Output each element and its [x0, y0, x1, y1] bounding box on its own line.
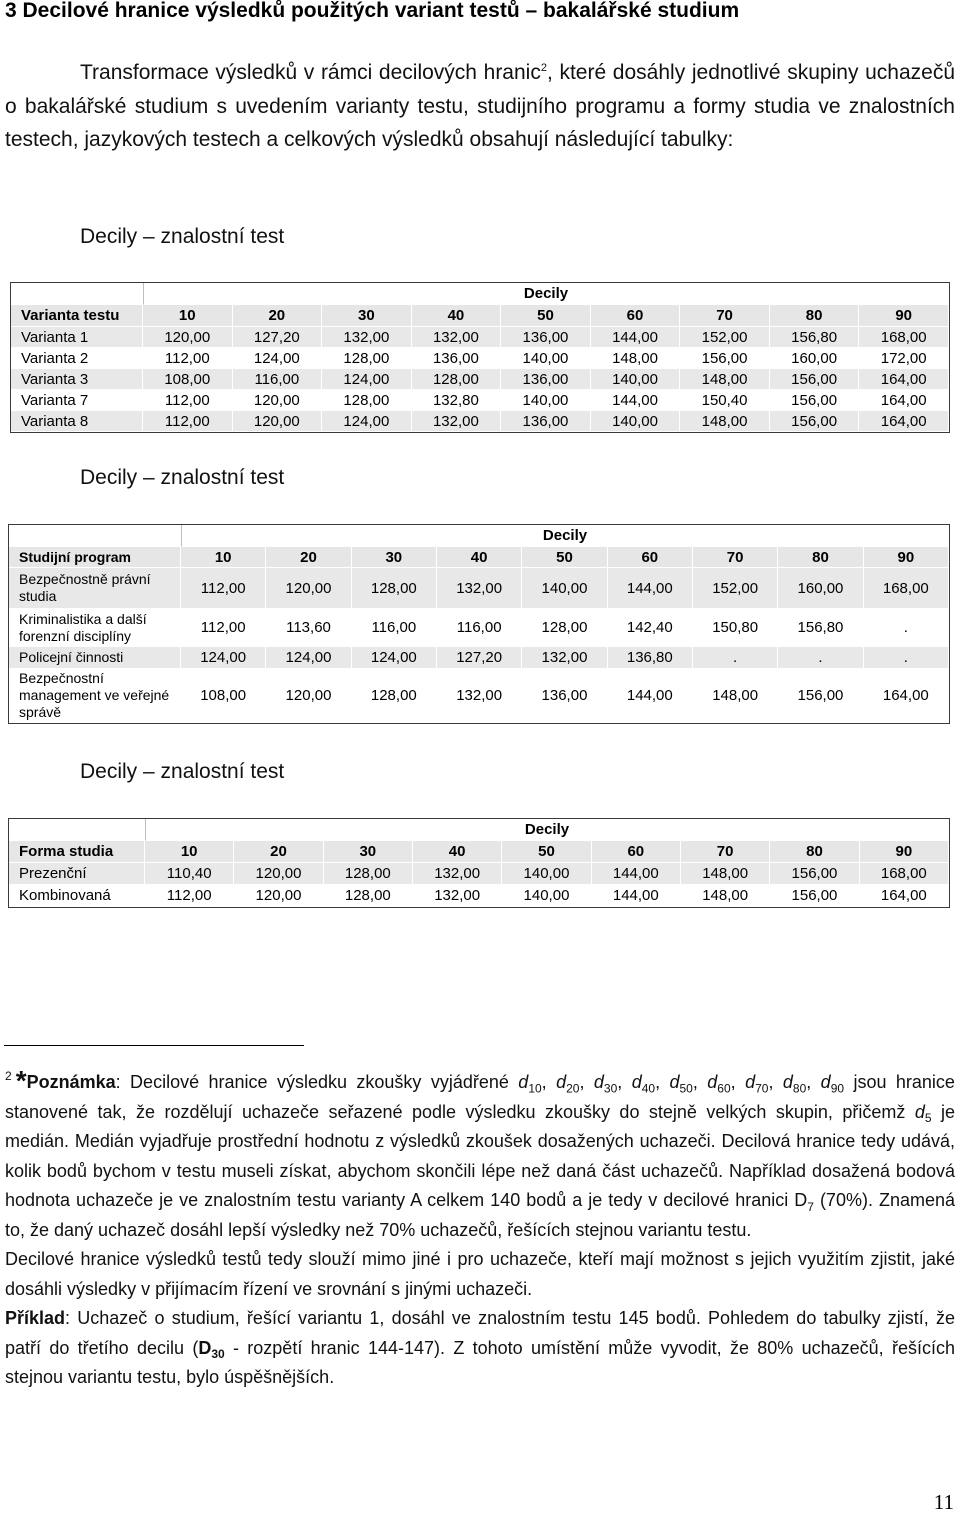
- row-label: Bezpečnostní management ve veřejné správě: [9, 669, 181, 723]
- intro-paragraph: [5, 56, 955, 157]
- column-header: 60: [591, 305, 681, 327]
- value-cell: 144,00: [591, 390, 681, 411]
- column-header: 40: [412, 305, 502, 327]
- value-cell: 152,00: [693, 568, 778, 609]
- decile-symbol-list: [518, 1072, 853, 1096]
- value-cell: 144,00: [592, 863, 681, 885]
- column-header: 30: [322, 305, 412, 327]
- value-cell: 132,00: [437, 669, 522, 723]
- footnote-text-e: (70%). Znamená to, že daný uchazeč dosáhl lepší výsledky než 70% uchazečů, řešících stejnou variantu testu.: [5, 1190, 955, 1240]
- value-cell: 124,00: [233, 348, 323, 369]
- decile-symbol: d: [631, 1072, 642, 1092]
- decile-subscript: 40: [641, 1081, 656, 1096]
- value-cell: 128,00: [352, 669, 437, 723]
- decile-symbol: d: [782, 1072, 793, 1092]
- value-cell: 136,00: [501, 369, 591, 390]
- table-row: [11, 348, 949, 369]
- value-cell: 128,00: [324, 863, 413, 885]
- row-label: Varianta 1: [11, 327, 143, 348]
- value-cell: 112,00: [143, 411, 233, 432]
- value-cell: 127,20: [437, 647, 522, 669]
- column-header: 20: [233, 305, 323, 327]
- decile-symbol: d: [556, 1072, 567, 1092]
- value-cell: 120,00: [234, 863, 323, 885]
- value-cell: 168,00: [864, 568, 949, 609]
- column-header: 90: [859, 305, 949, 327]
- value-cell: 148,00: [680, 369, 770, 390]
- value-cell: 164,00: [864, 669, 949, 723]
- footnote-label: Poznámka: [26, 1072, 116, 1092]
- value-cell: 140,00: [501, 390, 591, 411]
- column-header: 70: [680, 305, 770, 327]
- table-caption-3: Decily – znalostní test: [80, 760, 285, 783]
- table-row: [9, 885, 949, 907]
- decile-symbol: d: [745, 1072, 756, 1092]
- value-cell: 112,00: [181, 609, 266, 647]
- separator: ,: [579, 1072, 594, 1092]
- decile-super-header: Decily: [143, 283, 949, 305]
- decile-subscript: 50: [679, 1081, 693, 1096]
- separator: ,: [768, 1072, 783, 1092]
- row-label: Policejní činnosti: [9, 647, 181, 669]
- separator: ,: [655, 1072, 670, 1092]
- value-cell: 124,00: [266, 647, 351, 669]
- footnote-marker: 2: [5, 1069, 12, 1083]
- corner-cell: [9, 525, 181, 547]
- value-cell: 164,00: [859, 390, 949, 411]
- value-cell: 140,00: [591, 411, 681, 432]
- separator: ,: [806, 1072, 821, 1092]
- value-cell: .: [864, 647, 949, 669]
- row-label: Varianta 7: [11, 390, 143, 411]
- row-header-label: Studijní program: [9, 547, 181, 568]
- decile-symbol: d: [518, 1072, 529, 1092]
- value-cell: 160,00: [778, 568, 863, 609]
- table-row: [11, 327, 949, 348]
- value-cell: 112,00: [145, 885, 234, 907]
- decile-subscript: 80: [792, 1081, 807, 1096]
- value-cell: 140,00: [502, 863, 591, 885]
- decile-subscript: 90: [830, 1081, 845, 1096]
- table-caption-1: Decily – znalostní test: [80, 225, 285, 248]
- example-text-a: : Uchazeč o studium, řešící variantu 1, dosáhl ve znalostním testu 145 bodů. Pohledem do tabulky zjistí, že patří do třetího decilu (: [5, 1308, 955, 1358]
- column-header: 70: [693, 547, 778, 568]
- table-row: [11, 411, 949, 432]
- decile-subscript: 10: [528, 1081, 542, 1096]
- value-cell: 116,00: [233, 369, 323, 390]
- decile-subscript: 60: [717, 1081, 731, 1096]
- column-header: 20: [234, 841, 323, 863]
- value-cell: 156,00: [770, 411, 860, 432]
- value-cell: 136,00: [501, 411, 591, 432]
- value-cell: 132,80: [412, 390, 502, 411]
- value-cell: 116,00: [437, 609, 522, 647]
- value-cell: 148,00: [681, 885, 770, 907]
- value-cell: 112,00: [143, 348, 233, 369]
- value-cell: 156,00: [770, 863, 859, 885]
- value-cell: 132,00: [413, 885, 502, 907]
- value-cell: 113,60: [266, 609, 351, 647]
- page-number: 11: [933, 1490, 954, 1514]
- deciles-by-variant-table: [10, 282, 950, 433]
- value-cell: 140,00: [591, 369, 681, 390]
- row-header-label: Varianta testu: [11, 305, 143, 327]
- table-row: [9, 863, 949, 885]
- column-header: 80: [778, 547, 863, 568]
- intro-text-b: , které dosáhly jednotlivé skupiny uchazečů o bakalářské studium s uvedením varianty testu, studijního programu a formy studia ve znalostních testech, jazykových testech a celkových výsledků obsahují následující tabulky:: [5, 61, 955, 151]
- decile-subscript: 70: [755, 1081, 769, 1096]
- median-symbol: d: [914, 1101, 925, 1122]
- footnote-paragraph-3: [5, 1304, 955, 1393]
- section-heading: 3 Decilové hranice výsledků použitých variant testů – bakalářské studium: [5, 0, 740, 22]
- example-text-b: - rozpětí hranic 144-147). Z tohoto umístění může vyvodit, že 80% uchazečů, řešících stejnou variantu testu, bylo úspěšnějších.: [5, 1337, 955, 1387]
- value-cell: 148,00: [591, 348, 681, 369]
- value-cell: 144,00: [608, 568, 693, 609]
- value-cell: 136,00: [501, 327, 591, 348]
- value-cell: 172,00: [859, 348, 949, 369]
- separator: ,: [692, 1072, 708, 1092]
- intro-text-a: Transformace výsledků v rámci decilových hranic: [80, 61, 541, 84]
- column-header: 60: [592, 841, 681, 863]
- column-header: 20: [266, 547, 351, 568]
- value-cell: 120,00: [266, 568, 351, 609]
- value-cell: 140,00: [522, 568, 607, 609]
- column-header: 60: [608, 547, 693, 568]
- value-cell: 148,00: [681, 863, 770, 885]
- value-cell: 168,00: [860, 863, 949, 885]
- value-cell: 132,00: [413, 863, 502, 885]
- value-cell: 112,00: [143, 390, 233, 411]
- separator: ,: [730, 1072, 746, 1092]
- value-cell: 124,00: [322, 411, 412, 432]
- column-header: 10: [143, 305, 233, 327]
- value-cell: 120,00: [266, 669, 351, 723]
- table-row: [9, 647, 949, 669]
- value-cell: 127,20: [233, 327, 323, 348]
- value-cell: 132,00: [322, 327, 412, 348]
- value-cell: 156,00: [778, 669, 863, 723]
- d30-subscript: 30: [211, 1347, 225, 1362]
- value-cell: 128,00: [324, 885, 413, 907]
- table-row: [11, 390, 949, 411]
- row-label: Kombinovaná: [9, 885, 145, 907]
- value-cell: 124,00: [352, 647, 437, 669]
- footnote-text-c: je medián. Medián vyjadřuje prostřední hodnotu z výsledků zkoušek dosažených uchazeči. Decilová hranice tedy udává, kolik bodů bychom v testu museli získat, abychom skončili lépe než daná část uchazečů. Například dosažená bodová hodnota uchazeče je ve znalostním testu varianty A celkem 140 bodů a je tedy v decilové hranici D: [5, 1101, 955, 1210]
- column-header: 50: [501, 305, 591, 327]
- median-subscript: 5: [924, 1111, 932, 1126]
- table-row: [11, 369, 949, 390]
- value-cell: 156,00: [770, 390, 860, 411]
- value-cell: 128,00: [322, 390, 412, 411]
- value-cell: 110,40: [145, 863, 234, 885]
- corner-cell: [11, 283, 143, 305]
- value-cell: 128,00: [322, 348, 412, 369]
- column-header: 70: [681, 841, 770, 863]
- decile-super-header: Decily: [145, 819, 949, 841]
- value-cell: 150,40: [680, 390, 770, 411]
- row-label: Kriminalistika a další forenzní disciplíny: [9, 609, 181, 647]
- value-cell: 152,00: [680, 327, 770, 348]
- table-row: [9, 669, 949, 723]
- column-header: 40: [413, 841, 502, 863]
- column-header: 30: [324, 841, 413, 863]
- value-cell: 120,00: [233, 390, 323, 411]
- decile-symbol: d: [707, 1072, 718, 1092]
- value-cell: 156,80: [778, 609, 863, 647]
- corner-cell: [9, 819, 145, 841]
- separator: ,: [617, 1072, 632, 1092]
- value-cell: 112,00: [181, 568, 266, 609]
- value-cell: 164,00: [859, 411, 949, 432]
- value-cell: 140,00: [501, 348, 591, 369]
- table-caption-2: Decily – znalostní test: [80, 466, 285, 489]
- value-cell: 156,80: [770, 327, 860, 348]
- row-label: Varianta 3: [11, 369, 143, 390]
- decile-symbol: d: [593, 1072, 604, 1092]
- decile-symbol: d: [669, 1072, 680, 1092]
- row-header-label: Forma studia: [9, 841, 145, 863]
- value-cell: 136,00: [412, 348, 502, 369]
- footnote-text-b: jsou hranice stanovené tak, že rozdělují uchazeče seřazené podle výsledku zkoušky do stejně velkých skupin, přičemž: [5, 1072, 955, 1122]
- separator: ,: [541, 1072, 557, 1092]
- value-cell: 136,80: [608, 647, 693, 669]
- d7-subscript: 7: [807, 1199, 814, 1214]
- table-row: [9, 609, 949, 647]
- value-cell: .: [864, 609, 949, 647]
- value-cell: 132,00: [437, 568, 522, 609]
- value-cell: .: [693, 647, 778, 669]
- value-cell: 120,00: [143, 327, 233, 348]
- column-header: 90: [864, 547, 949, 568]
- value-cell: 144,00: [592, 885, 681, 907]
- value-cell: 120,00: [233, 411, 323, 432]
- table-row: [9, 568, 949, 609]
- column-header: 40: [437, 547, 522, 568]
- row-label: Bezpečnostně právní studia: [9, 568, 181, 609]
- value-cell: 160,00: [770, 348, 860, 369]
- value-cell: 148,00: [680, 411, 770, 432]
- column-header: 80: [770, 841, 859, 863]
- decile-symbol: d: [820, 1072, 831, 1092]
- value-cell: 132,00: [412, 411, 502, 432]
- asterisk-icon: *: [15, 1065, 27, 1096]
- value-cell: 164,00: [859, 369, 949, 390]
- decile-subscript: 30: [603, 1081, 618, 1096]
- value-cell: 150,80: [693, 609, 778, 647]
- value-cell: 132,00: [412, 327, 502, 348]
- decile-super-header: Decily: [181, 525, 949, 547]
- row-label: Varianta 8: [11, 411, 143, 432]
- value-cell: 148,00: [693, 669, 778, 723]
- footnote-paragraph-1: [5, 1062, 955, 1245]
- value-cell: 132,00: [522, 647, 607, 669]
- value-cell: 116,00: [352, 609, 437, 647]
- footnote: [5, 1062, 955, 1393]
- value-cell: 156,00: [770, 369, 860, 390]
- value-cell: 128,00: [522, 609, 607, 647]
- row-label: Varianta 2: [11, 348, 143, 369]
- value-cell: 136,00: [522, 669, 607, 723]
- value-cell: 140,00: [502, 885, 591, 907]
- d30-symbol: D: [198, 1337, 212, 1358]
- column-header: 30: [352, 547, 437, 568]
- value-cell: .: [778, 647, 863, 669]
- value-cell: 168,00: [859, 327, 949, 348]
- value-cell: 108,00: [143, 369, 233, 390]
- value-cell: 144,00: [608, 669, 693, 723]
- value-cell: 128,00: [352, 568, 437, 609]
- decile-subscript: 20: [566, 1081, 580, 1096]
- column-header: 50: [502, 841, 591, 863]
- value-cell: 124,00: [322, 369, 412, 390]
- deciles-by-program-table: [8, 524, 950, 724]
- value-cell: 128,00: [412, 369, 502, 390]
- value-cell: 108,00: [181, 669, 266, 723]
- value-cell: 156,00: [770, 885, 859, 907]
- column-header: 10: [181, 547, 266, 568]
- value-cell: 156,00: [680, 348, 770, 369]
- column-header: 50: [522, 547, 607, 568]
- column-header: 10: [145, 841, 234, 863]
- value-cell: 124,00: [181, 647, 266, 669]
- value-cell: 120,00: [234, 885, 323, 907]
- footnote-separator: [4, 1045, 304, 1046]
- row-label: Prezenční: [9, 863, 145, 885]
- value-cell: 142,40: [608, 609, 693, 647]
- value-cell: 164,00: [860, 885, 949, 907]
- example-label: Příklad: [5, 1308, 66, 1328]
- deciles-by-study-form-table: [8, 818, 950, 908]
- footnote-paragraph-2: Decilové hranice výsledků testů tedy slouží mimo jiné i pro uchazeče, kteří mají možnost s jejich využitím zjistit, jaké dosáhli výsledky v přijímacím řízení ve srovnání s jinými uchazeči.: [5, 1249, 955, 1299]
- footnote-text-a: : Decilové hranice výsledku zkoušky vyjádřené: [115, 1072, 519, 1092]
- column-header: 90: [860, 841, 949, 863]
- footnote-reference[interactable]: 2: [540, 62, 547, 74]
- column-header: 80: [770, 305, 860, 327]
- value-cell: 144,00: [591, 327, 681, 348]
